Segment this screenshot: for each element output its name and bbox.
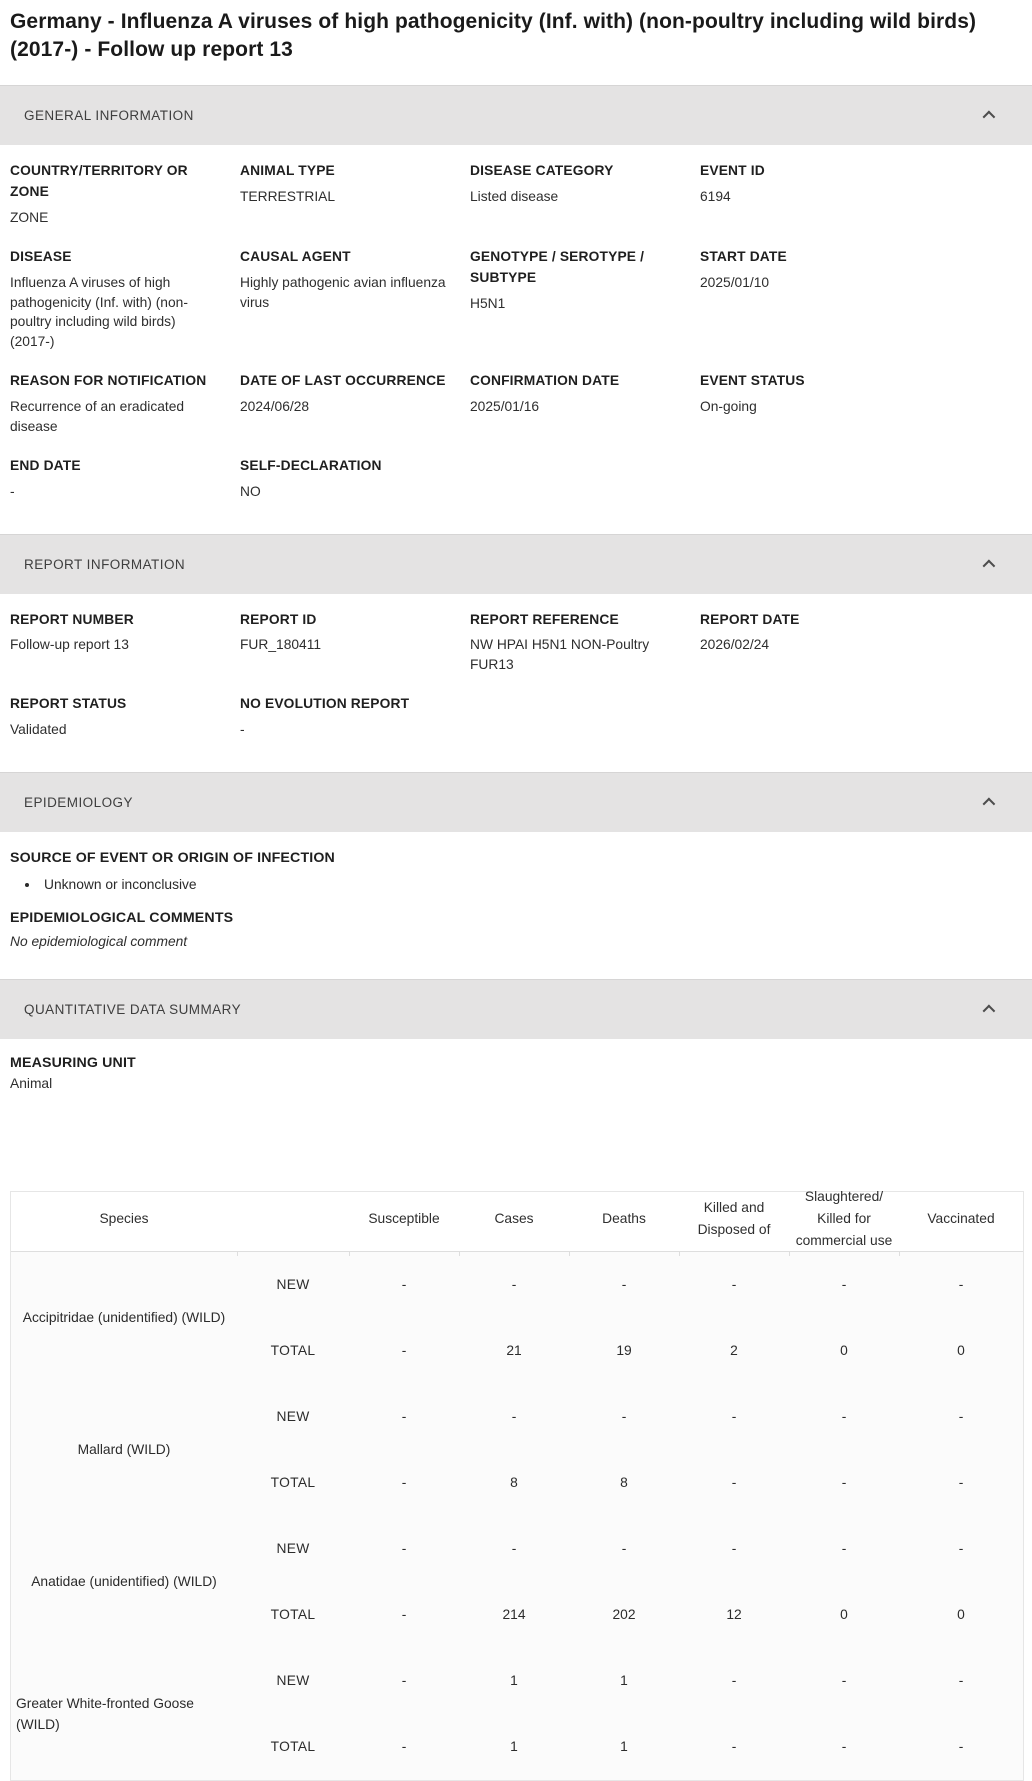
field-label: REPORT STATUS bbox=[10, 696, 127, 712]
table-value-cell: - bbox=[731, 1673, 737, 1689]
table-value-cell: - bbox=[841, 1673, 847, 1689]
field bbox=[470, 161, 700, 227]
table-value-cell: - bbox=[401, 1343, 407, 1359]
table-value-cell: - bbox=[731, 1409, 737, 1425]
table-value-cell: 1 bbox=[510, 1673, 518, 1689]
field-value: Follow-up report 13 bbox=[10, 637, 129, 653]
table-value-cell: - bbox=[958, 1673, 964, 1689]
report-information-content bbox=[0, 594, 1032, 740]
field-label: COUNTRY/TERRITORY OR ZONE bbox=[10, 163, 188, 200]
section-header-quantitative-data-summary[interactable] bbox=[0, 979, 1032, 1039]
field bbox=[10, 371, 240, 436]
general-information-content bbox=[0, 145, 1032, 501]
field-value: - bbox=[240, 722, 245, 738]
table-value-cell: - bbox=[841, 1409, 847, 1425]
table-value-cell: - bbox=[841, 1475, 847, 1491]
chevron-up-icon[interactable] bbox=[983, 1004, 996, 1017]
species-cell bbox=[11, 1516, 237, 1648]
field-label: REPORT REFERENCE bbox=[470, 611, 619, 627]
table-value-cell: 0 bbox=[957, 1343, 965, 1359]
field-value: H5N1 bbox=[470, 295, 506, 311]
field-value: TERRESTRIAL bbox=[240, 189, 336, 205]
row-type-label: NEW bbox=[276, 1673, 310, 1689]
section-title: REPORT INFORMATION bbox=[24, 556, 186, 572]
table-value-cell: - bbox=[511, 1409, 517, 1425]
field-value: Highly pathogenic avian influenza virus bbox=[240, 275, 446, 310]
table-value-cell: - bbox=[401, 1607, 407, 1623]
section-title: EPIDEMIOLOGY bbox=[24, 794, 133, 810]
field bbox=[470, 371, 700, 436]
field-label: EVENT STATUS bbox=[700, 373, 805, 389]
table-value-cell: 2 bbox=[730, 1343, 738, 1359]
field-label: SELF-DECLARATION bbox=[240, 458, 382, 474]
table-column-header: Vaccinated bbox=[899, 1192, 1023, 1252]
table-value-cell: - bbox=[621, 1277, 627, 1293]
quantitative-data-table bbox=[10, 1188, 1024, 1781]
field-label: REASON FOR NOTIFICATION bbox=[10, 373, 207, 389]
row-type-label: NEW bbox=[276, 1409, 310, 1425]
table-value-cell: - bbox=[731, 1541, 737, 1557]
table-column-header: Deaths bbox=[569, 1192, 679, 1252]
epidemiology-content bbox=[0, 832, 1032, 949]
quantitative-content bbox=[0, 1039, 1032, 1781]
field-value: - bbox=[10, 483, 15, 499]
table-value-cell: 1 bbox=[620, 1673, 628, 1689]
table-value-cell: 12 bbox=[726, 1607, 742, 1623]
field-label: REPORT DATE bbox=[700, 611, 800, 627]
table-value-cell: 19 bbox=[616, 1343, 632, 1359]
section-header-report-information[interactable] bbox=[0, 534, 1032, 594]
field bbox=[240, 694, 470, 739]
field bbox=[700, 371, 1022, 436]
field bbox=[10, 247, 240, 351]
field-value: Listed disease bbox=[470, 189, 559, 205]
table-value-cell: - bbox=[621, 1541, 627, 1557]
table-value-cell: - bbox=[511, 1541, 517, 1557]
table-value-cell: 0 bbox=[840, 1343, 848, 1359]
chevron-up-icon[interactable] bbox=[983, 559, 996, 572]
measuring-unit-value: Animal bbox=[10, 1075, 53, 1091]
field-value: 2026/02/24 bbox=[700, 637, 770, 653]
table-value-cell: 214 bbox=[502, 1607, 526, 1623]
field bbox=[240, 371, 470, 436]
table-value-cell: - bbox=[731, 1475, 737, 1491]
row-type-label: TOTAL bbox=[270, 1607, 316, 1623]
row-type-label: NEW bbox=[276, 1277, 310, 1293]
table-value-cell: 8 bbox=[620, 1475, 628, 1491]
field bbox=[240, 161, 470, 227]
source-of-event-list bbox=[40, 875, 1022, 894]
species-cell bbox=[11, 1252, 237, 1384]
report-field-grid bbox=[10, 610, 1022, 740]
chevron-up-icon[interactable] bbox=[983, 111, 996, 124]
table-column-header: Susceptible bbox=[349, 1192, 459, 1252]
field bbox=[470, 610, 700, 675]
table-value-cell: - bbox=[401, 1739, 407, 1755]
table-value-cell: - bbox=[401, 1277, 407, 1293]
field-value: FUR_180411 bbox=[240, 637, 322, 653]
general-field-grid bbox=[10, 161, 1022, 501]
measuring-unit-label: MEASURING UNIT bbox=[10, 1054, 136, 1071]
field-value: NO bbox=[240, 483, 261, 499]
field-value: Validated bbox=[10, 722, 67, 738]
field-label: REPORT NUMBER bbox=[10, 611, 134, 627]
table-column-header: Cases bbox=[459, 1192, 569, 1252]
field bbox=[700, 610, 1022, 675]
field-label: DISEASE bbox=[10, 249, 72, 265]
species-name: Greater White-fronted Goose (WILD) bbox=[16, 1695, 194, 1732]
table-row-new bbox=[11, 1384, 1023, 1450]
field bbox=[10, 456, 240, 501]
field-label: DISEASE CATEGORY bbox=[470, 163, 614, 179]
field-value: 2025/01/10 bbox=[700, 275, 770, 291]
table-body bbox=[11, 1252, 1023, 1780]
table-value-cell: - bbox=[621, 1409, 627, 1425]
table-value-cell: 8 bbox=[510, 1475, 518, 1491]
chevron-up-icon[interactable] bbox=[983, 797, 996, 810]
epidemiological-comments-label: EPIDEMIOLOGICAL COMMENTS bbox=[10, 909, 234, 926]
field bbox=[700, 247, 1022, 351]
table-value-cell: - bbox=[401, 1541, 407, 1557]
field bbox=[10, 610, 240, 675]
field-label: CONFIRMATION DATE bbox=[470, 373, 620, 389]
field bbox=[10, 161, 240, 227]
table-value-cell: - bbox=[731, 1739, 737, 1755]
row-type-label: TOTAL bbox=[270, 1739, 316, 1755]
table-value-cell: - bbox=[958, 1409, 964, 1425]
field-value: NW HPAI H5N1 NON-Poultry FUR13 bbox=[470, 637, 650, 672]
field-value: Recurrence of an eradicated disease bbox=[10, 399, 185, 434]
species-name: Anatidae (unidentified) (WILD) bbox=[31, 1574, 217, 1590]
field bbox=[240, 456, 470, 501]
field-label: START DATE bbox=[700, 249, 787, 265]
table-value-cell: - bbox=[401, 1673, 407, 1689]
section-title: GENERAL INFORMATION bbox=[24, 108, 194, 124]
source-of-event-item: • Unknown or inconclusive bbox=[40, 875, 1022, 894]
section-header-general-information[interactable] bbox=[0, 85, 1032, 145]
field-value: On-going bbox=[700, 399, 757, 415]
field-value: Influenza A viruses of high pathogenicity (Inf. with) (non-poultry including wild birds) (2017-) bbox=[10, 275, 188, 349]
table-value-cell: - bbox=[958, 1739, 964, 1755]
field bbox=[240, 247, 470, 351]
species-cell bbox=[11, 1648, 237, 1780]
table-value-cell: - bbox=[401, 1409, 407, 1425]
field bbox=[700, 161, 1022, 227]
species-name: Accipitridae (unidentified) (WILD) bbox=[22, 1310, 226, 1326]
table-row-new bbox=[11, 1516, 1023, 1582]
field-label: EVENT ID bbox=[700, 163, 765, 179]
field bbox=[10, 694, 240, 739]
table-value-cell: 1 bbox=[620, 1739, 628, 1755]
table-value-cell: - bbox=[958, 1541, 964, 1557]
table-row-new bbox=[11, 1648, 1023, 1714]
field-value: 6194 bbox=[700, 189, 731, 205]
field bbox=[240, 610, 470, 675]
table-value-cell: - bbox=[958, 1277, 964, 1293]
table-value-cell: - bbox=[731, 1277, 737, 1293]
table-column-header: Killed and Disposed of bbox=[679, 1192, 789, 1252]
table-value-cell: 0 bbox=[840, 1607, 848, 1623]
epidemiological-comments-value: No epidemiological comment bbox=[10, 933, 188, 949]
field-label: END DATE bbox=[10, 458, 81, 474]
table-value-cell: - bbox=[511, 1277, 517, 1293]
field bbox=[470, 247, 700, 351]
row-type-label: TOTAL bbox=[270, 1475, 316, 1491]
table-value-cell: - bbox=[401, 1475, 407, 1491]
table-value-cell: 1 bbox=[510, 1739, 518, 1755]
row-type-label: TOTAL bbox=[270, 1343, 316, 1359]
source-of-event-label: SOURCE OF EVENT OR ORIGIN OF INFECTION bbox=[10, 849, 335, 866]
table-value-cell: - bbox=[841, 1739, 847, 1755]
species-cell bbox=[11, 1384, 237, 1516]
species-name: Mallard (WILD) bbox=[77, 1442, 171, 1458]
table-column-header bbox=[237, 1192, 349, 1252]
table-value-cell: - bbox=[958, 1475, 964, 1491]
field-label: REPORT ID bbox=[240, 611, 317, 627]
table-row-new bbox=[11, 1252, 1023, 1318]
table-value-cell: 21 bbox=[506, 1343, 522, 1359]
table-column-header: Slaughtered/ Killed for commercial use bbox=[789, 1192, 899, 1252]
field-label: ANIMAL TYPE bbox=[240, 163, 335, 179]
field-label: GENOTYPE / SEROTYPE / SUBTYPE bbox=[470, 249, 645, 286]
page-title: Germany - Influenza A viruses of high pathogenicity (Inf. with) (non-poultry including wild birds) (2017-) - Follow up report 13 bbox=[10, 10, 977, 61]
field-label: NO EVOLUTION REPORT bbox=[240, 696, 410, 712]
field-label: DATE OF LAST OCCURRENCE bbox=[240, 373, 446, 389]
section-header-epidemiology[interactable] bbox=[0, 772, 1032, 832]
table-value-cell: - bbox=[841, 1541, 847, 1557]
table-value-cell: 0 bbox=[957, 1607, 965, 1623]
field-value: 2025/01/16 bbox=[470, 399, 540, 415]
field-value: 2024/06/28 bbox=[240, 399, 310, 415]
table-value-cell: 202 bbox=[612, 1607, 636, 1623]
row-type-label: NEW bbox=[276, 1541, 310, 1557]
field-label: CAUSAL AGENT bbox=[240, 249, 351, 265]
table-value-cell: - bbox=[841, 1277, 847, 1293]
section-title: QUANTITATIVE DATA SUMMARY bbox=[24, 1001, 242, 1017]
table-column-header: Species bbox=[11, 1192, 237, 1252]
field-value: ZONE bbox=[10, 209, 49, 225]
table-header-row bbox=[11, 1192, 1023, 1252]
